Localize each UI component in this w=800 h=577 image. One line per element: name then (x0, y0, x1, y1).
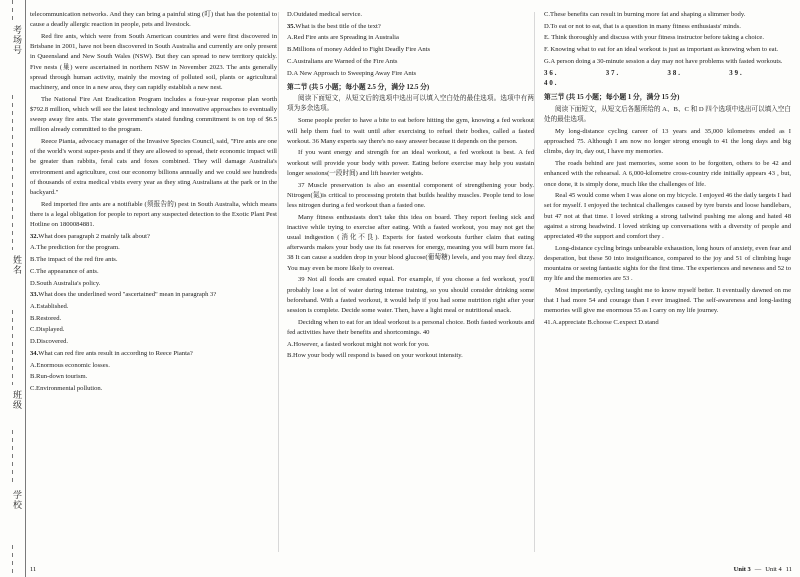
question-32-option-b[interactable]: B.The impact of the red fire ants. (30, 256, 118, 264)
paragraph: Some people prefer to have a bite to eat before hitting the gym, knowing a fed workout will help them fuel to wait until after exercising to refuel their bodies, called a fasted workout. 36 Many experts say there's no easy answer because it depends on the person. (287, 117, 534, 145)
question-number: 35. (287, 22, 296, 30)
question-34-option-a[interactable]: A.Enormous economic losses. (30, 361, 110, 369)
paragraph: Red imported fire ants are a notifiable (须报告的) pest in South Australia, which means there is a legal obligation for people to report any suspected detection to the Exotic Plant Pest Hotline on 1800084881. (30, 200, 277, 229)
footer-separator: — (754, 566, 762, 573)
question-33-option-b[interactable]: B.Restored. (30, 314, 62, 322)
question-32-stem: 32.What does paragraph 2 mainly talk about? (30, 232, 150, 240)
footer-unit-label: Unit 3 (733, 566, 751, 573)
section-two-instructions: 阅读下面短文，从短文后的选项中选出可以填入空白处的最佳选项。选项中有两项为多余选项。 (287, 94, 534, 113)
footer (734, 566, 792, 573)
footer-page-number: 11 (785, 566, 792, 573)
paragraph: Most importantly, cycling taught me to know myself better. It eventually dawned on me that I had more 54 and courage than I ever imagined. The self-awareness and long-lasting memories will give me enormous 55 as I carry on my life journey. (544, 287, 791, 315)
question-41[interactable]: 41.A.appreciate B.choose C.expect D.stand (544, 319, 659, 327)
question-35-stem: 35.What is the best title of the text? (287, 22, 381, 30)
paragraph: Deciding when to eat for an ideal workout is a personal choice. Both fasted workouts and fed activities have their benefits and shortcomings. 40 (287, 318, 534, 336)
cloze-option-b[interactable]: B.How your body will respond is based on your workout intensity. (287, 352, 463, 360)
margin-dash (12, 545, 13, 577)
paragraph: My long-distance cycling career of 13 years and 35,000 kilometres ended as I approached 75. Although I am now no longer strong enough to 41 the long days and big climbs, day in, day out, I have my memories. (544, 128, 791, 156)
margin-label-class: 班级 (12, 390, 22, 410)
answer-blank-40[interactable]: 40. (544, 80, 559, 88)
cloze-option-f[interactable]: F. Knowing what to eat for an ideal workout is just as important as knowing when to eat. (544, 46, 779, 54)
cloze-option-d[interactable]: D.To eat or not to eat, that is a question in many fitness enthusiasts' minds. (544, 22, 741, 30)
left-margin-strip (0, 0, 26, 577)
column-two (287, 10, 534, 555)
margin-label-exam-number: 考场号 (12, 25, 22, 55)
question-34-option-d[interactable]: D.Outdated medical service. (287, 11, 363, 18)
paragraph: Reece Pianta, advocacy manager of the Invasive Species Council, said, "Fire ants are one of the world's worst super-pests and if they are allowed to spread, their economic impact will be greater than rabbits, feral cats and foxes combined. They will damage Australia's environment and agriculture, cost our economy billions annually and we could see hundreds of thousands of extra medical visits every year as they sting Australians at the park or in the backyard." (30, 137, 277, 196)
column-one (30, 10, 277, 555)
answer-blank-row[interactable] (544, 69, 791, 89)
question-32-option-d[interactable]: D.South Australia's policy. (30, 279, 101, 287)
section-three-heading: 第三节 (共 15 小题；每小题 1 分，满分 15 分) (544, 94, 680, 102)
paragraph: The National Fire Ant Eradication Program includes a four-year response plan worth $792.8 million, which will see the latest technology and innovative approaches to eventually sweep away fire ants. The state government's stated funding commitment is on top of $6.5 million already committed to the program. (30, 95, 277, 134)
column-three (544, 10, 791, 555)
footer-unit-sub-label: Unit 4 (765, 566, 782, 573)
cloze-option-e[interactable]: E. Think thoroughly and discuss with your fitness instructor before taking a choice. (544, 34, 764, 42)
question-35-option-c[interactable]: C.Australians are Warned of the Fire Ants (287, 57, 398, 65)
page-number-left: 11 (30, 566, 37, 573)
question-35-option-a[interactable]: A.Red Fire ants are Spreading in Australia (287, 34, 399, 42)
question-32-option-c[interactable]: C.The appearance of ants. (30, 267, 99, 275)
margin-dash (12, 95, 13, 250)
section-three-instructions: 阅读下面短文，从短文后各题所给的 A、B、C 和 D 四个选项中选出可以填入空白处的最佳选项。 (544, 105, 791, 123)
question-number: 34. (30, 349, 39, 357)
question-32-option-a[interactable]: A.The prediction for the program. (30, 244, 120, 252)
answer-blank-38[interactable]: 38. (667, 70, 682, 78)
answer-blank-39[interactable]: 39. (729, 70, 744, 78)
question-34-option-c[interactable]: C.Environmental pollution. (30, 384, 103, 392)
paragraph: The roads behind are just memories, some soon to be forgotten, others to be 42 and enhanced with the rehearsal. A 6,000-kilometre cross-country ride initially appears 43 , but, once done, it is simply done, much like the challenges of life. (544, 160, 791, 188)
margin-label-name: 姓名 (12, 255, 22, 275)
question-35-option-d[interactable]: D.A New Approach to Sweeping Away Fire Ants (287, 69, 417, 77)
answer-blank-36[interactable]: 36. (544, 70, 559, 78)
paragraph: Many fitness enthusiasts don't take this idea on board. They report feeling sick and inactive while trying to exercise after eating. With a fasted workout, you may not get the usual indigestion (消化不良). Experts for fasted workouts further claim that eating afterwards makes your body use its fat reserves for energy, meaning you will burn more fat. 38 It can cause a sudden drop in your blood glucose(葡萄糖) levels, and you may feel dizzy. You may even be more likely to overeat. (287, 213, 534, 272)
cloze-option-a[interactable]: A.However, a fasted workout might not work for you. (287, 340, 430, 348)
cloze-option-c[interactable]: C.These benefits can result in burning more fat and shaping a slimmer body. (544, 11, 746, 18)
section-two-heading: 第二节 (共 5 小题；每小题 2.5 分，满分 12.5 分) (287, 83, 430, 91)
paragraph: If you want energy and strength for an ideal workout, a fed workout is best. A fed workout will provide your body with power. Eating before exercise may help you sustain longer sessions(一段时间) and lift heavier weights. (287, 149, 534, 177)
paragraph: 37 Muscle preservation is also an essential component of strengthening your body. Nitrogen(氮)is critical to processing protein that builds healthy muscles. People tend to lose less nitrogen during a fed workout than a fasted one. (287, 181, 534, 209)
paragraph: 39 Not all foods are created equal. For example, if you choose a fed workout, you'll probably lose a lot of water during intense training, so you should consider drinking some beforehand. With a fasted workout, it would help if you had some nutrition right after your session is complete. Decide some water. Then, have a light meal or nutritional snack. (287, 276, 534, 314)
paragraph: telecommunication networks. And they can bring a painful sting (叮) that has the potential to cause a deadly allergic reaction in people, pets and livestock. (30, 11, 277, 29)
paragraph: Red fire ants, which were from South American countries and were first discovered in Brisbane in 2001, have not been discovered in South Australia and currently are only present in Queensland and New South Wales (NSW). But they can spread to new territory quickly. Five nests (巢) were ascertained in northern NSW in November 2023. The ants generally spread through human activity, mainly the moving of polluted soil, plants or agricultural machinery, and once in a new area, they can rapidly establish a new nest. (30, 32, 277, 91)
margin-label-school: 学校 (12, 490, 22, 510)
answer-blank-37[interactable]: 37. (605, 70, 621, 78)
question-33-stem: 33.What does the underlined word "ascertained" mean in paragraph 3? (30, 291, 217, 299)
margin-dash (12, 0, 13, 22)
paragraph: Long-distance cycling brings unbearable exhaustion, long hours of anxiety, even fear and desperation, but these 50 into insignificance, compared to the joy and 51 of climbing huge mountains or seeing fantastic sights for the first time. The experiences and newness and 52 to my life and the memories are 53 . (544, 244, 791, 283)
margin-dash (12, 310, 13, 385)
question-33-option-a[interactable]: A.Established. (30, 302, 69, 310)
cloze-option-g[interactable]: G.A person doing a 30-minute session a day may not have problems with fasted workouts. (544, 57, 783, 65)
question-35-option-b[interactable]: B.Millions of money Added to Fight Deadly Fire Ants (287, 46, 431, 54)
question-33-option-c[interactable]: C.Displayed. (30, 326, 65, 334)
question-33-option-d[interactable]: D.Discovered. (30, 338, 69, 346)
text-columns (30, 10, 792, 555)
question-number: 32. (30, 232, 39, 240)
question-34-stem: 34.What can red fire ants result in according to Reece Pianta? (30, 349, 193, 357)
question-34-option-b[interactable]: B.Run-down tourism. (30, 373, 88, 381)
question-number: 33. (30, 291, 39, 299)
paragraph: Real 45 would come when I was alone on my bicycle. I enjoyed 46 the daily targets I had set for myself. I enjoyed the technical challenges caused by tyre bursts and loose handlebars, but 47 not at that time. I loved striking a strong tailwind pushing me along and hated 48 against a strong headwind. I loved striking up conversations with a diversity of people and appreciated 49 the support and comfort they . (544, 192, 791, 241)
margin-dash (12, 430, 13, 485)
